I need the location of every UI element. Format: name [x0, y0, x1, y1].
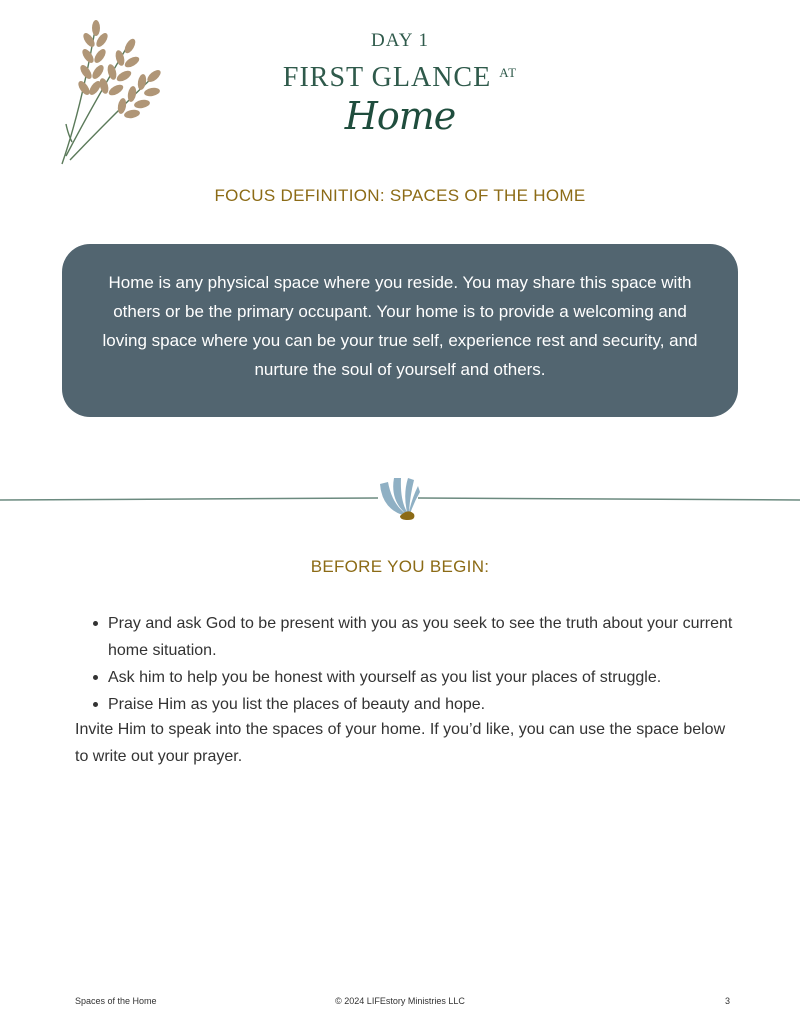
before-heading: BEFORE YOU BEGIN:: [310, 557, 490, 576]
definition-box: [62, 244, 738, 417]
before-list: [108, 610, 738, 718]
invite-paragraph: Invite Him to speak into the spaces of your home. If you’d like, you can use the space below to write out your prayer.: [75, 721, 726, 765]
list-item: Ask him to help you be honest with yourself as you list your places of struggle.: [108, 664, 738, 691]
footer-title: Spaces of the Home: [75, 996, 157, 1006]
focus-heading: FOCUS DEFINITION: SPACES OF THE HOME: [214, 186, 586, 205]
list-item: Pray and ask God to be present with you as you seek to see the truth about your current home situation.: [108, 610, 738, 664]
footer-copyright: © 2024 LIFEstory Ministries LLC: [335, 996, 465, 1006]
day-label: DAY 1: [371, 30, 429, 51]
title-text: FIRST GLANCE: [282, 62, 492, 93]
list-item: Praise Him as you list the places of beauty and hope.: [108, 691, 738, 718]
page-header: [0, 30, 800, 138]
title-script: Home: [344, 94, 456, 138]
section-divider: [0, 474, 800, 524]
title-at: AT: [499, 65, 518, 80]
page-number: 3: [724, 996, 730, 1006]
fan-icon: [380, 478, 420, 520]
definition-text: Home is any physical space where you reside. You may share this space with others or be the primary occupant. Your home is to provide a welcoming and loving space where you can be your true self, experience rest and security, and nurture the soul of yourself and others.: [102, 273, 698, 379]
page-title: [0, 62, 800, 94]
